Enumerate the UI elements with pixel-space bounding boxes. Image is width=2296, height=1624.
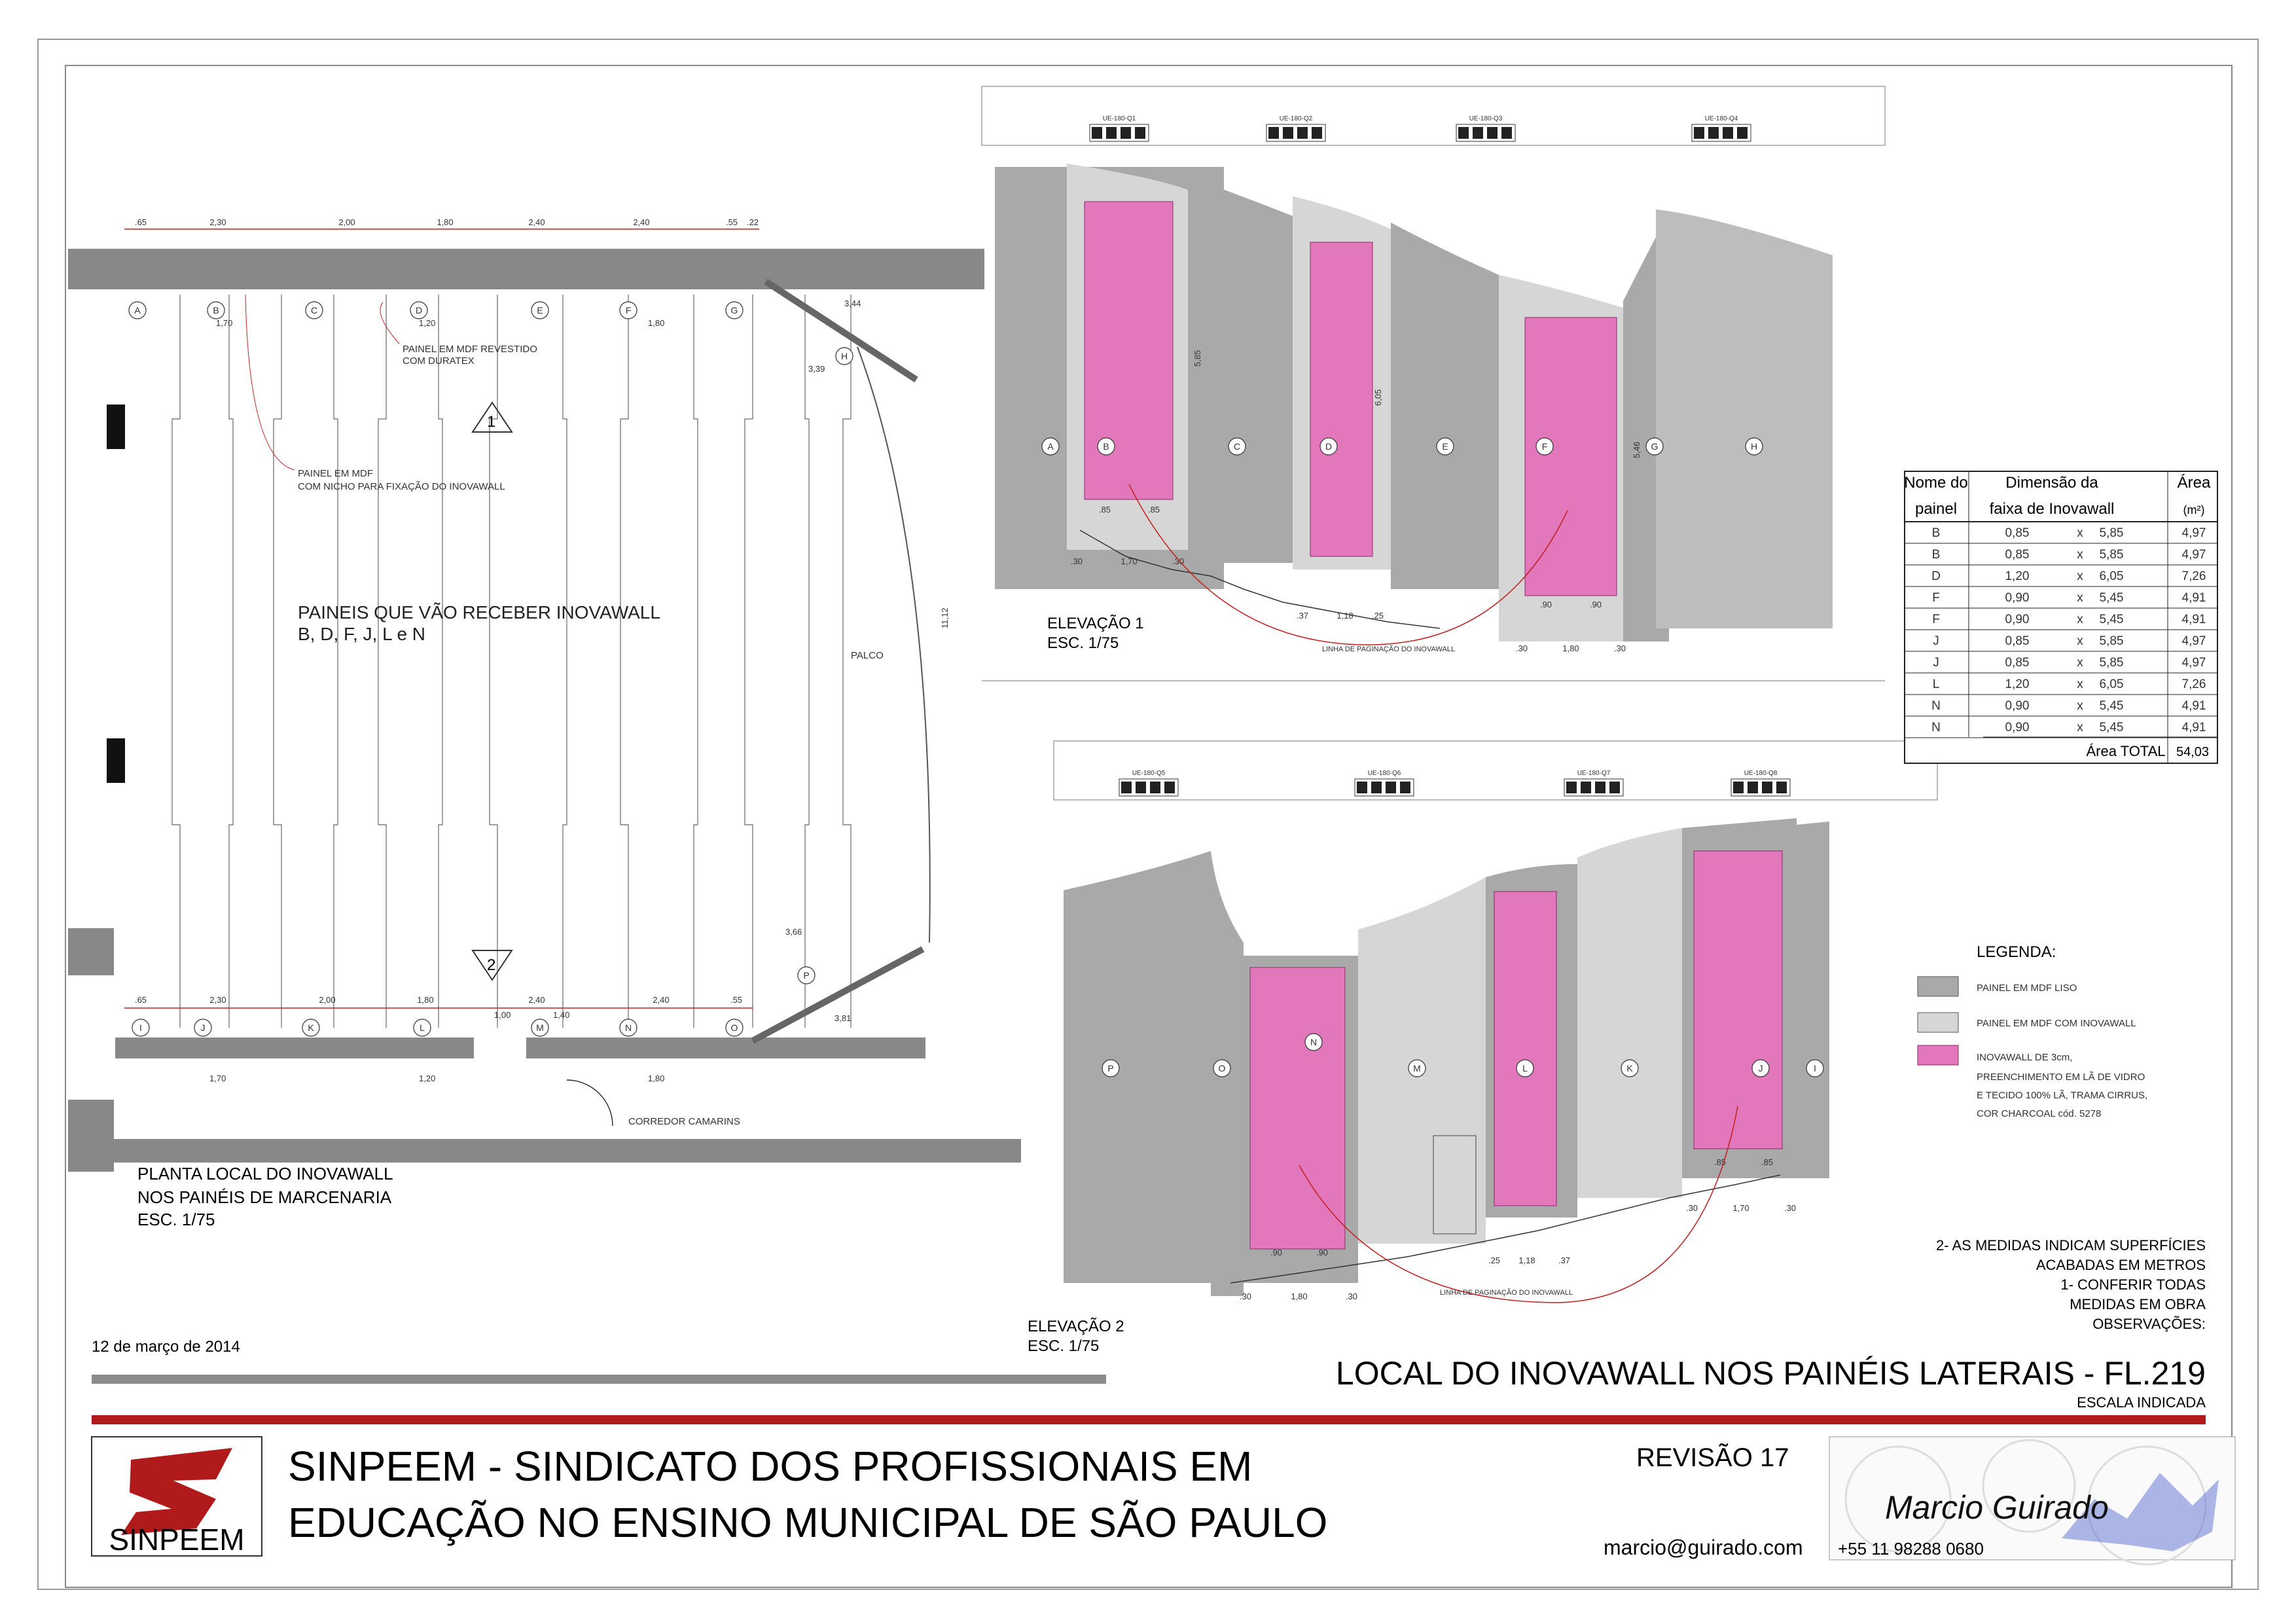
- table-cell: 4,97: [2181, 634, 2206, 648]
- table-cell: x: [2077, 721, 2083, 734]
- hvac-tag: UE-180-Q8: [1744, 770, 1778, 777]
- hvac-fan: [1501, 127, 1512, 139]
- area-total-label: Área TOTAL: [2086, 743, 2166, 759]
- elev2-dim: .85: [1713, 1157, 1727, 1167]
- table-cell: x: [2077, 699, 2083, 713]
- diag-dim-4: 3,81: [834, 1013, 852, 1023]
- hvac-tag: UE-180-Q2: [1279, 115, 1313, 122]
- hvac-fan: [1121, 127, 1131, 139]
- main-note: PAINEIS QUE VÃO RECEBER INOVAWALL: [298, 602, 660, 623]
- scale-note: ESCALA INDICADA: [2077, 1394, 2206, 1411]
- table-cell: 4,97: [2181, 548, 2206, 562]
- plan-strip: [694, 295, 698, 1028]
- hvac-tag: UE-180-Q3: [1469, 115, 1503, 122]
- elev2-inovawall-j: [1694, 851, 1782, 1149]
- elev2-dim: .90: [1270, 1248, 1283, 1257]
- hvac-tag: UE-180-Q1: [1102, 115, 1136, 122]
- elev1-dim: .85: [1098, 505, 1111, 514]
- hvac-fan: [1737, 127, 1748, 139]
- diag-dim-2: 3,39: [808, 364, 825, 374]
- hvac-tag: UE-180-Q7: [1577, 770, 1611, 777]
- hvac-fan: [1776, 782, 1787, 793]
- legend-desc: PREENCHIMENTO EM LÃ DE VIDRO: [1977, 1072, 2145, 1083]
- elev2-dim: .30: [1685, 1203, 1698, 1213]
- revision: REVISÃO 17: [1636, 1443, 1789, 1472]
- elev2-panel-m: [1358, 877, 1486, 1244]
- plan-panel-i: I: [139, 1022, 142, 1033]
- area-total-value: 54,03: [2176, 745, 2210, 759]
- table-cell: 6,05: [2099, 677, 2124, 691]
- table-cell: 0,85: [2005, 526, 2030, 540]
- note-mdf-duratex: PAINEL EM MDF REVESTIDO: [403, 344, 537, 355]
- elevation-1: [982, 86, 1885, 681]
- table-cell: B: [1931, 526, 1941, 540]
- note-mdf-nicho: PAINEL EM MDF: [298, 468, 374, 479]
- plan-scale: ESC. 1/75: [137, 1210, 215, 1229]
- plan-diagonal-wall-top: [766, 281, 916, 380]
- leader: [245, 295, 295, 470]
- plan-panel-e: E: [537, 305, 543, 316]
- table-cell: x: [2077, 548, 2083, 562]
- dim-n: 1,80: [648, 1074, 665, 1083]
- note-mdf-nicho: COM NICHO PARA FIXAÇÃO DO INOVAWALL: [298, 481, 505, 492]
- table-cell: J: [1933, 656, 1939, 670]
- elev1-panel-e: E: [1442, 441, 1448, 452]
- plan-top-dim: 2,40: [633, 217, 650, 227]
- plan-diagonal-wall-bottom: [753, 949, 923, 1041]
- table-cell: 1,20: [2005, 677, 2030, 691]
- table-cell: 6,05: [2099, 569, 2124, 583]
- plan-strip: [172, 295, 180, 1028]
- plan-panel-b: B: [213, 305, 219, 316]
- mid-dim-2: 1,40: [553, 1010, 570, 1020]
- hvac-tag: UE-180-Q5: [1132, 770, 1166, 777]
- title-block: [92, 1338, 2235, 1564]
- elev2-panel-p: P: [1107, 1063, 1114, 1074]
- table-cell: F: [1932, 591, 1940, 605]
- org-name: EDUCAÇÃO NO ENSINO MUNICIPAL DE SÃO PAULO: [288, 1499, 1328, 1546]
- plan-column: [107, 405, 125, 449]
- table-cell: x: [2077, 526, 2083, 540]
- hvac-fan: [1371, 782, 1382, 793]
- elev1-dim: .30: [1515, 643, 1528, 653]
- main-note: B, D, F, J, L e N: [298, 624, 426, 644]
- elev2-dim: 1,18: [1518, 1255, 1535, 1265]
- corridor-label: CORREDOR CAMARINS: [628, 1116, 740, 1127]
- plan-bottom-dim: 2,40: [528, 995, 545, 1005]
- table-cell: N: [1931, 721, 1941, 734]
- plan-panel-d: D: [415, 305, 423, 316]
- elev2-dim: .90: [1316, 1248, 1329, 1257]
- plan-panel-k: K: [308, 1022, 314, 1033]
- plan-bottom-dim: 2,30: [209, 995, 226, 1005]
- logo-text: SINPEEM: [109, 1523, 245, 1557]
- note-line: ACABADAS EM METROS: [2036, 1257, 2206, 1273]
- elev2-inovawall-l: [1494, 892, 1556, 1206]
- table-cell: L: [1932, 677, 1940, 691]
- plan-strip: [745, 295, 753, 1028]
- plan-panel-n: N: [624, 1022, 632, 1033]
- elev2-hvac-units: [1119, 770, 1790, 796]
- dim-f: 1,80: [648, 318, 665, 328]
- plan-top-dim: .22: [746, 217, 759, 227]
- table-cell: x: [2077, 591, 2083, 605]
- elev1-dim: .30: [1172, 556, 1185, 566]
- elev1-dim: 1,70: [1121, 556, 1138, 566]
- table-cell: 5,85: [2099, 548, 2124, 562]
- hvac-fan: [1473, 127, 1483, 139]
- phone: +55 11 98288 0680: [1838, 1539, 1984, 1559]
- hvac-fan: [1708, 127, 1719, 139]
- table-cell: x: [2077, 634, 2083, 648]
- plan-panel-m: M: [536, 1022, 544, 1033]
- elev2-panel-o: O: [1218, 1063, 1226, 1074]
- plan-bottom-dim: 2,40: [653, 995, 670, 1005]
- elev1-inovawall-d: [1310, 242, 1372, 556]
- plan-strip: [563, 295, 567, 1028]
- elev2-panel-i: I: [1814, 1063, 1816, 1074]
- hvac-fan: [1106, 127, 1117, 139]
- table-cell: 0,90: [2005, 699, 2030, 713]
- note-mdf-duratex: COM DURATEX: [403, 355, 475, 367]
- plan-column: [107, 738, 125, 783]
- elev2-panel-l: L: [1522, 1063, 1528, 1074]
- elev2-dim: .30: [1345, 1291, 1358, 1301]
- hvac-fan: [1164, 782, 1175, 793]
- table-cell: 4,91: [2181, 613, 2206, 626]
- elev1-scale: ESC. 1/75: [1047, 634, 1119, 652]
- hvac-fan: [1268, 127, 1279, 139]
- table-cell: 0,85: [2005, 548, 2030, 562]
- elev1-dim: .90: [1539, 600, 1552, 609]
- header-area-unit: (m²): [2183, 503, 2205, 516]
- plan-bottom-dim: 1,80: [417, 995, 434, 1005]
- plan-bottom-wall-right: [526, 1038, 925, 1058]
- hvac-fan: [1283, 127, 1293, 139]
- hvac-fan: [1748, 782, 1758, 793]
- table-cell: 7,26: [2181, 569, 2206, 583]
- signature: Marcio Guirado: [1885, 1489, 2109, 1526]
- table-cell: 4,91: [2181, 699, 2206, 713]
- elev2-dim: 1,80: [1291, 1291, 1308, 1301]
- table-cell: 5,45: [2099, 699, 2124, 713]
- elev1-dim: .37: [1296, 611, 1309, 621]
- elev1-dim: .90: [1589, 600, 1602, 609]
- note-line: 1- CONFERIR TODAS: [2060, 1276, 2206, 1293]
- table-cell: N: [1931, 699, 1941, 713]
- plan-title: PLANTA LOCAL DO INOVAWALL: [137, 1164, 393, 1183]
- plan-strip: [334, 295, 338, 1028]
- legend-desc: COR CHARCOAL cód. 5278: [1977, 1108, 2102, 1119]
- plan-panel-a: A: [134, 305, 141, 316]
- header-dimension: Dimensão da: [2005, 474, 2098, 492]
- date: 12 de março de 2014: [92, 1338, 240, 1356]
- hvac-fan: [1487, 127, 1498, 139]
- plan-panel-h: H: [840, 351, 848, 361]
- plan-panel-j: J: [200, 1022, 206, 1033]
- hvac-fan: [1092, 127, 1102, 139]
- elev2-panel-k: K: [1626, 1063, 1633, 1074]
- stage-label: PALCO: [851, 650, 884, 661]
- elev2-inovawall-n: [1250, 967, 1345, 1249]
- elev2-panel-m: M: [1413, 1063, 1421, 1074]
- header-area: Área: [2177, 474, 2211, 492]
- elev1-dim: .85: [1147, 505, 1160, 514]
- plan-top-dim: .65: [134, 217, 147, 227]
- hvac-fan: [1150, 782, 1160, 793]
- table-cell: 5,45: [2099, 591, 2124, 605]
- plan-left-wall-low: [68, 1100, 114, 1172]
- hvac-fan: [1566, 782, 1577, 793]
- legend-swatch-mdf-inovawall: [1918, 1013, 1958, 1032]
- notes: [1936, 1237, 2206, 1332]
- table-cell: x: [2077, 656, 2083, 670]
- hvac-fan: [1733, 782, 1744, 793]
- plan-bottom-dim: .55: [730, 995, 743, 1005]
- vertical-dim: 11,12: [940, 607, 950, 628]
- hvac-fan: [1762, 782, 1772, 793]
- mid-dim-1: 1,00: [494, 1010, 511, 1020]
- legend-label: PAINEL EM MDF COM INOVAWALL: [1977, 1018, 2136, 1029]
- plan-panel-g: G: [730, 305, 738, 316]
- elev2-dim: 1,70: [1732, 1203, 1749, 1213]
- elev1-height-d: 6,05: [1373, 389, 1383, 406]
- table-cell: 5,45: [2099, 721, 2124, 734]
- plan-corridor-wall: [105, 1139, 1021, 1163]
- elev2-dim: .85: [1761, 1157, 1774, 1167]
- plan-panel-l: L: [420, 1022, 425, 1033]
- plan-top-dim: .55: [725, 217, 738, 227]
- elev1-dim: 1,80: [1562, 643, 1579, 653]
- legend-label: PAINEL EM MDF LISO: [1977, 983, 2077, 994]
- elev1-panel-e: [1391, 223, 1499, 589]
- elev2-ceiling-band: [1054, 741, 1937, 800]
- table-cell: 5,85: [2099, 526, 2124, 540]
- elev2-panel-n: N: [1310, 1037, 1318, 1047]
- elev1-panel-b: B: [1103, 441, 1109, 452]
- table-cell: 4,97: [2181, 526, 2206, 540]
- elev1-panel-g: G: [1651, 441, 1659, 452]
- org-name: SINPEEM - SINDICATO DOS PROFISSIONAIS EM: [288, 1443, 1253, 1490]
- sheet-title: LOCAL DO INOVAWALL NOS PAINÉIS LATERAIS - FL.219: [1335, 1355, 2206, 1392]
- table-cell: 4,91: [2181, 591, 2206, 605]
- table-cell: F: [1932, 613, 1940, 626]
- elevation-marker-2-label: 2: [487, 956, 496, 974]
- elev2-panel-p: [1064, 851, 1211, 1283]
- elev1-height-b: 5,85: [1193, 350, 1202, 367]
- hvac-fan: [1595, 782, 1605, 793]
- legend-label: INOVAWALL DE 3cm,: [1977, 1052, 2073, 1063]
- hvac-fan: [1136, 782, 1146, 793]
- legend-title: LEGENDA:: [1977, 943, 2056, 961]
- plan-panel-p: P: [803, 970, 810, 981]
- note-line: 2- AS MEDIDAS INDICAM SUPERFÍCIES: [1936, 1237, 2206, 1254]
- elev1-panel-d: D: [1325, 441, 1333, 452]
- elev1-panel-a: A: [1047, 441, 1054, 452]
- hvac-fan: [1386, 782, 1396, 793]
- hvac-fan: [1458, 127, 1469, 139]
- title-red-bar: [92, 1415, 2206, 1424]
- elev1-panel-h: [1656, 209, 1833, 628]
- table-cell: x: [2077, 613, 2083, 626]
- title-grey-bar: [92, 1375, 1106, 1384]
- dim-b: 1,70: [216, 318, 233, 328]
- elev1-title: ELEVAÇÃO 1: [1047, 615, 1144, 632]
- dim-d: 1,20: [419, 318, 436, 328]
- table-cell: 5,45: [2099, 613, 2124, 626]
- table-cell: 0,90: [2005, 591, 2030, 605]
- hvac-fan: [1581, 782, 1591, 793]
- table-cell: x: [2077, 569, 2083, 583]
- table-cell: 7,26: [2181, 677, 2206, 691]
- table-cell: 5,85: [2099, 656, 2124, 670]
- plan-bottom-dim: .65: [134, 995, 147, 1005]
- table-cell: 5,85: [2099, 634, 2124, 648]
- elev2-title: ELEVAÇÃO 2: [1028, 1318, 1124, 1335]
- elev1-panel-h: H: [1750, 441, 1758, 452]
- table-cell: x: [2077, 677, 2083, 691]
- elev2-panel-i: [1797, 821, 1829, 1178]
- legend-desc: E TECIDO 100% LÃ, TRAMA CIRRUS,: [1977, 1090, 2148, 1101]
- legend-swatch-inovawall: [1918, 1045, 1958, 1065]
- plan-panel-o: O: [730, 1022, 738, 1033]
- diag-dim-3: 3,66: [785, 927, 802, 937]
- plan-panel-f: F: [625, 305, 632, 316]
- note-line: OBSERVAÇÕES:: [2092, 1316, 2206, 1332]
- note-line: MEDIDAS EM OBRA: [2070, 1296, 2206, 1312]
- hvac-fan: [1609, 782, 1620, 793]
- area-table: [1904, 471, 2217, 763]
- plan-strip: [274, 295, 281, 1028]
- elev1-panel-f: F: [1541, 441, 1548, 452]
- table-cell: 0,90: [2005, 721, 2030, 734]
- plan-top-dim: 1,80: [437, 217, 454, 227]
- table-cell: 4,97: [2181, 656, 2206, 670]
- stage-edge: [857, 347, 930, 943]
- plan-panel-strips: [172, 295, 851, 1028]
- legend: [1918, 943, 2147, 1119]
- elev2-dim: .25: [1488, 1255, 1501, 1265]
- plan-bottom-dim: 2,00: [319, 995, 336, 1005]
- hvac-fan: [1297, 127, 1308, 139]
- elev1-inovawall-b: [1085, 202, 1173, 499]
- legend-swatch-mdf-liso: [1918, 977, 1958, 996]
- elev1-dim: .30: [1070, 556, 1083, 566]
- table-cell: J: [1933, 634, 1939, 648]
- header-name: painel: [1914, 500, 1958, 518]
- header-name: Nome do: [1904, 474, 1968, 492]
- plan-strip: [229, 295, 233, 1028]
- table-cell: 4,91: [2181, 721, 2206, 734]
- elev1-height-f: 5,46: [1632, 441, 1641, 458]
- hvac-tag: UE-180-Q4: [1704, 115, 1738, 122]
- plan-top-dim: 2,30: [209, 217, 226, 227]
- elevation-2: [1028, 741, 1937, 1355]
- elev1-panel-c: C: [1233, 441, 1241, 452]
- elev1-dim: .30: [1613, 643, 1626, 653]
- floor-plan: [68, 217, 1021, 1229]
- hvac-fan: [1694, 127, 1704, 139]
- plan-strip: [620, 295, 628, 1028]
- table-cell: 1,20: [2005, 569, 2030, 583]
- elev1-dim: .25: [1371, 611, 1384, 621]
- elev2-dim: .37: [1558, 1255, 1571, 1265]
- hvac-fan: [1400, 782, 1410, 793]
- leader: [380, 302, 399, 344]
- hvac-fan: [1357, 782, 1367, 793]
- plan-top-dim: 2,00: [338, 217, 355, 227]
- hvac-fan: [1312, 127, 1322, 139]
- table-cell: D: [1931, 569, 1941, 583]
- header-dimension: faixa de Inovawall: [1989, 500, 2115, 518]
- elev2-pagination-label: LINHA DE PAGINAÇÃO DO INOVAWALL: [1440, 1289, 1573, 1297]
- door-swing: [567, 1080, 613, 1126]
- plan-title: NOS PAINÉIS DE MARCENARIA: [137, 1187, 392, 1207]
- elev1-hvac-units: [1090, 115, 1751, 141]
- elev1-pagination-label: LINHA DE PAGINAÇÃO DO INOVAWALL: [1322, 645, 1455, 653]
- elev2-dim: .30: [1239, 1291, 1252, 1301]
- hvac-fan: [1723, 127, 1733, 139]
- email: marcio@guirado.com: [1604, 1536, 1803, 1559]
- hvac-fan: [1135, 127, 1145, 139]
- table-cell: B: [1931, 548, 1941, 562]
- table-cell: 0,85: [2005, 656, 2030, 670]
- table-cell: 0,85: [2005, 634, 2030, 648]
- hvac-tag: UE-180-Q6: [1367, 770, 1401, 777]
- diag-dim-1: 3,44: [844, 298, 861, 308]
- elev2-dim: .30: [1784, 1203, 1797, 1213]
- plan-top-dim: 2,40: [528, 217, 545, 227]
- hvac-fan: [1121, 782, 1132, 793]
- elevation-marker-1-label: 1: [487, 413, 496, 431]
- plan-panel-c: C: [310, 305, 318, 316]
- plan-strip: [378, 295, 386, 1028]
- plan-strip: [805, 295, 809, 1028]
- dim-l: 1,20: [419, 1074, 436, 1083]
- plan-bottom-wall-left: [115, 1038, 474, 1058]
- plan-top-wall: [68, 249, 984, 289]
- plan-left-wall: [68, 928, 114, 975]
- elev1-panel-c: [1188, 177, 1293, 563]
- plan-strip: [439, 295, 442, 1028]
- plan-bottom-panel-labels: [132, 967, 815, 1036]
- elev2-scale: ESC. 1/75: [1028, 1337, 1100, 1355]
- table-cell: 0,90: [2005, 613, 2030, 626]
- plan-top-panel-labels: [129, 302, 853, 365]
- dim-j: 1,70: [209, 1074, 226, 1083]
- elev1-inovawall-f: [1525, 317, 1617, 596]
- plan-top-dims: [135, 217, 759, 227]
- elev2-panel-j: J: [1758, 1063, 1763, 1074]
- elev1-dim: 1,18: [1336, 611, 1354, 621]
- elev2-panel-k: [1577, 828, 1682, 1198]
